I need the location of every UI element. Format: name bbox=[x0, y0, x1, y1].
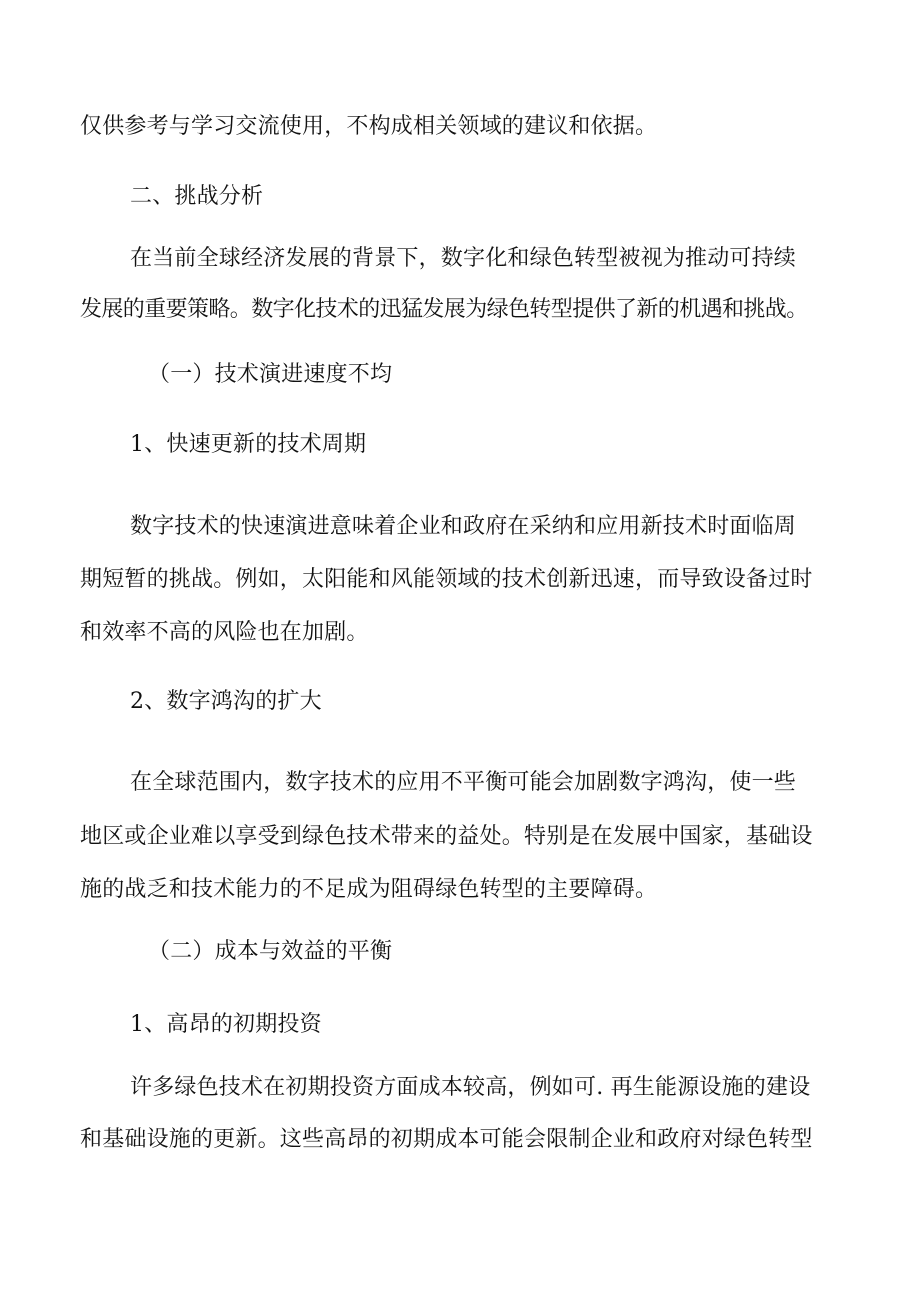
item-heading: 2、数字鸿沟的扩大 bbox=[130, 689, 322, 714]
paragraph-line: 地区或企业难以享受到绿色技术带来的益处。特别是在发展中国家，基础设 bbox=[80, 824, 813, 849]
subsection-heading: （一）技术演进速度不均 bbox=[148, 362, 393, 387]
paragraph-line: 和效率不高的风险也在加剧。 bbox=[80, 620, 369, 645]
paragraph-line: 发展的重要策略。数字化技术的迅猛发展为绿色转型提供了新的机遇和挑战。 bbox=[80, 297, 808, 322]
subsection-heading: （二）成本与效益的平衡 bbox=[148, 939, 393, 964]
paragraph-line: 许多绿色技术在初期投资方面成本较高，例如可. 再生能源设施的建设 bbox=[130, 1075, 811, 1100]
paragraph-line: 在全球范围内，数字技术的应用不平衡可能会加剧数字鸿沟，使一些 bbox=[130, 770, 797, 795]
item-heading: 1、快速更新的技术周期 bbox=[130, 432, 367, 457]
paragraph-line: 数字技术的快速演进意味着企业和政府在采纳和应用新技术时面临周 bbox=[130, 514, 797, 539]
item-heading: 1、高昂的初期投资 bbox=[130, 1012, 322, 1037]
paragraph-line: 在当前全球经济发展的背景下，数字化和绿色转型被视为推动可持续 bbox=[130, 246, 797, 271]
paragraph-line: 施的战乏和技术能力的不足成为阻碍绿色转型的主要障碍。 bbox=[80, 877, 658, 902]
intro-disclaimer-line: 仅供参考与学习交流使用，不构成相关领域的建议和依据。 bbox=[80, 114, 658, 139]
paragraph-line: 和基础设施的更新。这些高昂的初期成本可能会限制企业和政府对绿色转型 bbox=[80, 1127, 813, 1152]
paragraph-line: 期短暂的挑战。例如，太阳能和风能领域的技术创新迅速，而导致设备过时 bbox=[80, 567, 813, 592]
section-heading: 二、挑战分析 bbox=[130, 184, 264, 209]
